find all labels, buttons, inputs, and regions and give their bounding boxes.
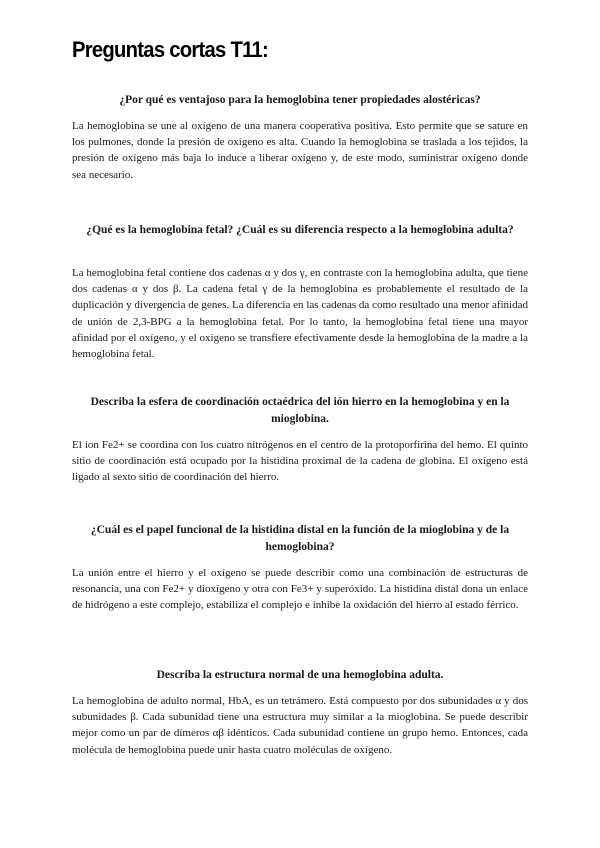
question-heading: ¿Por qué es ventajoso para la hemoglobina tener propiedades alostéricas? xyxy=(119,94,481,106)
answer-paragraph: La unión entre el hierro y el oxígeno se puede describir como una combinación de estructuras de resonancia, una con Fe2+ y dioxígeno y otra con Fe3+ y superóxido. La histidina distal dona un enlace de hidrógeno a este complejo, estabiliza el complejo e inhibe la oxidación del hierro al estado férrico. xyxy=(72,567,528,612)
question-heading: ¿Qué es la hemoglobina fetal? ¿Cuál es su diferencia respecto a la hemoglobina adulta? xyxy=(86,224,514,236)
answer-paragraph: El ion Fe2+ se coordina con los cuatro nitrógenos en el centro de la protoporfirina del hemo. El quinto sitio de coordinación está ocupado por la histidina proximal de la cadena de globina. El oxígeno está ligado al sexto sitio de coordinación del hierro. xyxy=(72,439,528,484)
answer-paragraph: La hemoglobina de adulto normal, HbA, es un tetrámero. Está compuesto por dos subunidades α y dos subunidades β. Cada subunidad tiene una estructura muy similar a la mioglobina. Se puede describir mejor como un par de dímeros αβ idénticos. Cada subunidad contiene un grupo hemo. Entonces, cada molécula de hemoglobina puede unir hasta cuatro moléculas de oxígeno. xyxy=(72,695,528,756)
question-heading: ¿Cuál es el papel funcional de la histidina distal en la función de la mioglobina y de la hemoglobina? xyxy=(90,524,510,553)
answer-paragraph: La hemoglobina se une al oxígeno de una manera cooperativa positiva. Esto permite que se sature en los pulmones, donde la presión de oxígeno es alta. Cuando la hemoglobina se traslada a los tejidos, la presión de oxígeno más baja lo induce a liberar oxígeno y, de este modo, suministrar oxígeno donde sea necesario. xyxy=(72,120,528,181)
question-heading: Describa la esfera de coordinación octaédrica del ión hierro en la hemoglobina y en la mioglobina. xyxy=(90,396,510,425)
question-heading: Describa la estructura normal de una hemoglobina adulta. xyxy=(156,669,444,681)
answer-paragraph: La hemoglobina fetal contiene dos cadenas α y dos γ, en contraste con la hemoglobina adulta, que tiene dos cadenas α y dos β. La cadena fetal γ de la hemoglobina es probablemente el resultado de la duplicación y divergencia de genes. La diferencia en las cadenas da como resultado una menor afinidad de unión de 2,3-BPG a la hemoglobina fetal. Por lo tanto, la hemoglobina fetal tiene una mayor afinidad por el oxígeno, y el oxígeno se transfiere efectivamente desde la hemoglobina de la madre a la hemoglobina fetal. xyxy=(72,267,528,361)
page-title: Preguntas cortas T11: xyxy=(72,37,269,62)
